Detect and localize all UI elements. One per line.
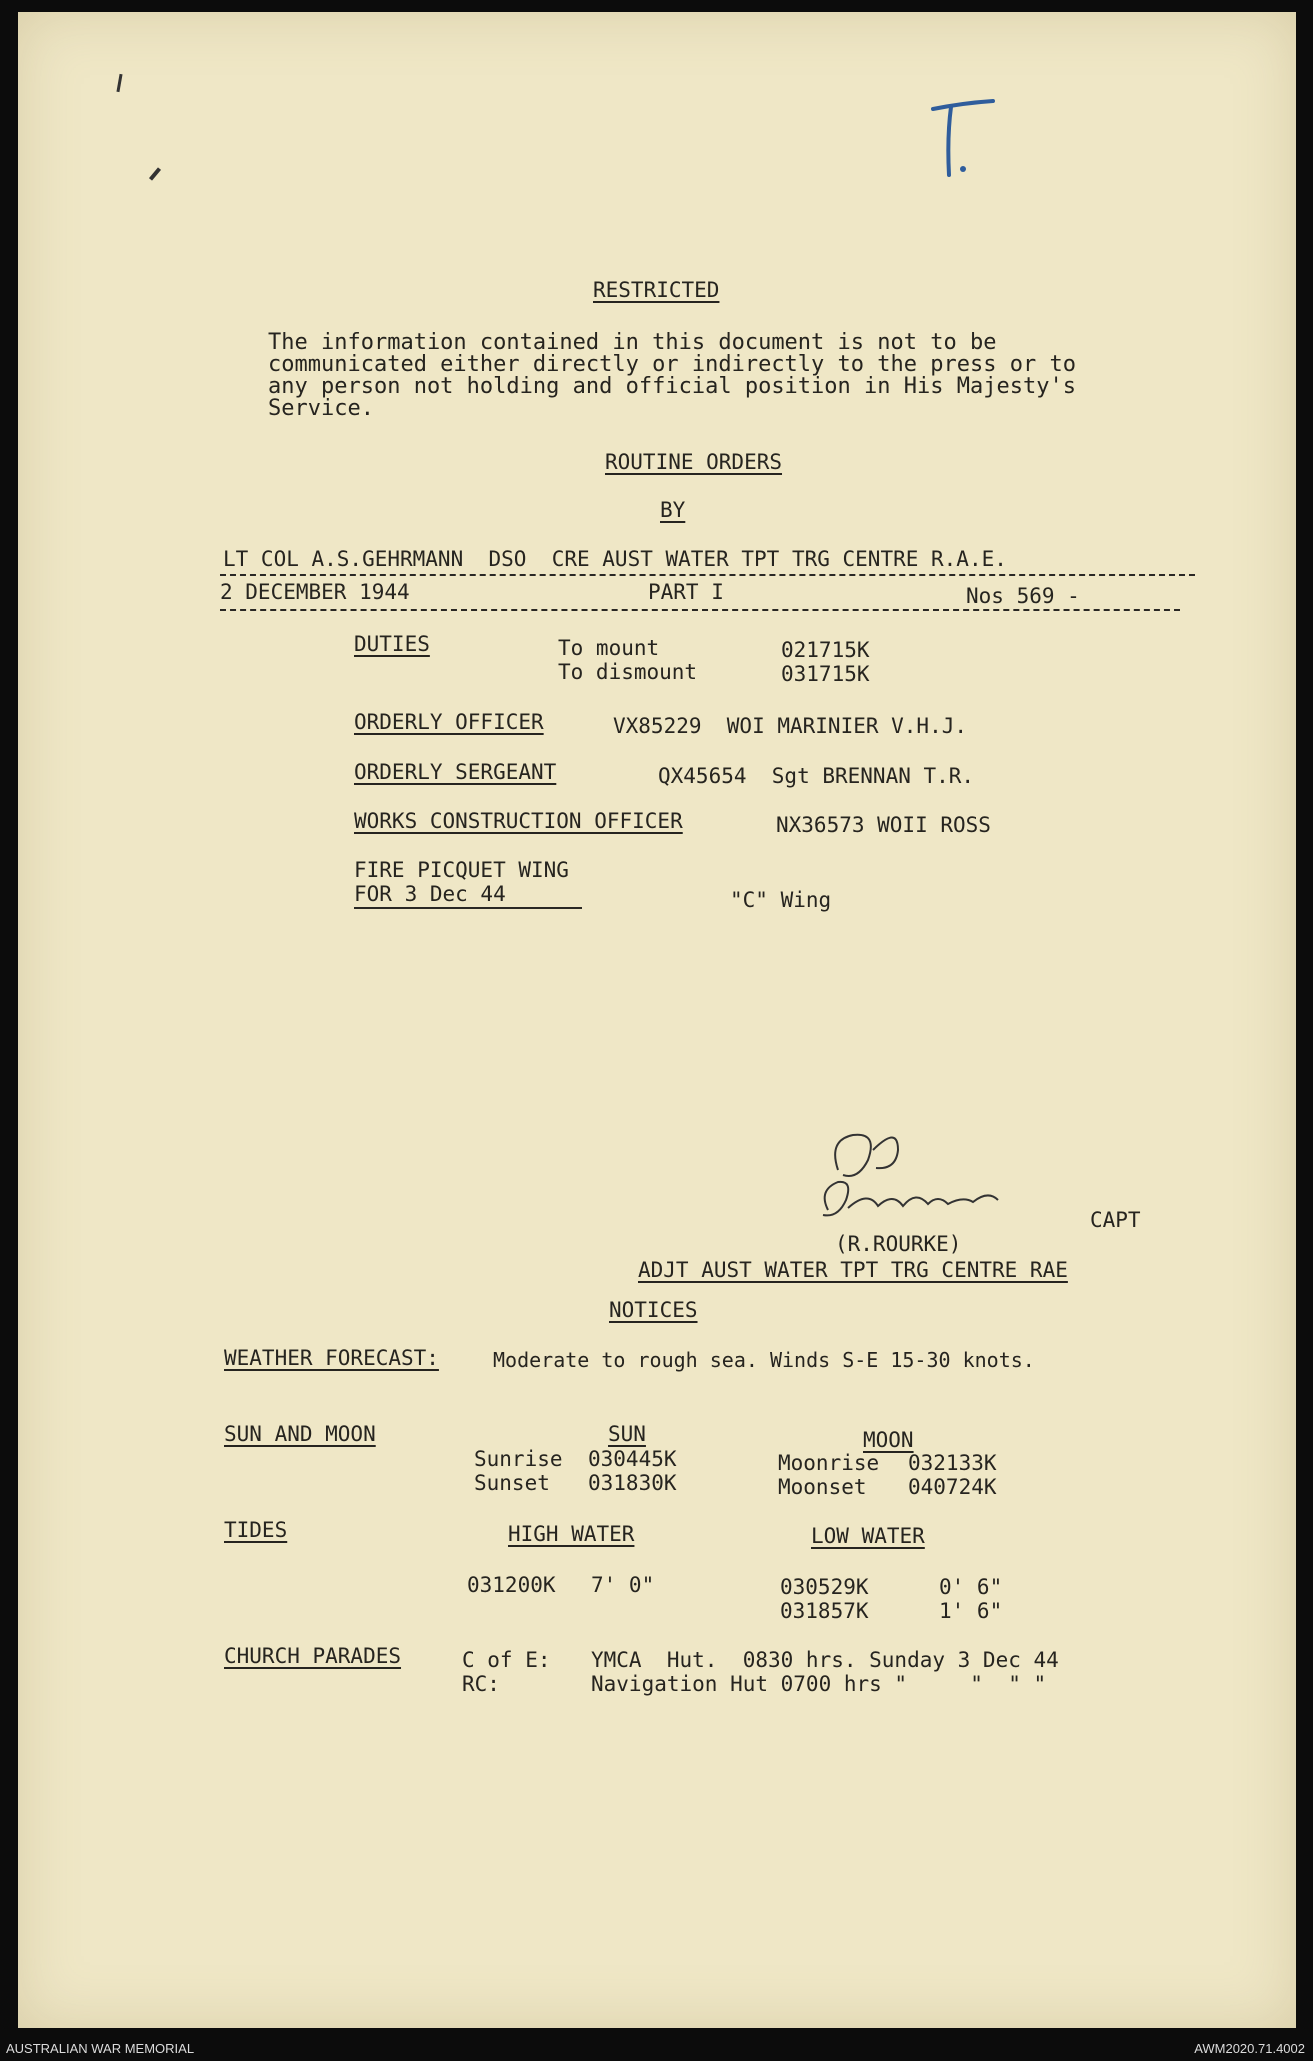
document-title: ROUTINE ORDERS	[605, 450, 783, 474]
moonrise-label: Moonrise	[778, 1451, 880, 1475]
signatory-rank: CAPT	[1090, 1208, 1141, 1232]
orderly-officer-value: VX85229 WOI MARINIER V.H.J.	[613, 714, 968, 738]
margin-mark	[149, 167, 161, 180]
divider	[354, 907, 582, 909]
dismount-label: To dismount	[558, 660, 698, 684]
order-numbers: Nos 569 -	[966, 584, 1080, 608]
weather-text: Moderate to rough sea. Winds S-E 15-30 knots.	[493, 1348, 1035, 1372]
moonset-time: 040724K	[908, 1475, 997, 1499]
mount-label: To mount	[558, 636, 660, 660]
duties-label: DUTIES	[354, 632, 430, 656]
tides-label: TIDES	[224, 1518, 288, 1542]
order-part: PART I	[648, 580, 724, 604]
sun-header: SUN	[608, 1422, 646, 1446]
moonset-label: Moonset	[778, 1475, 867, 1499]
mount-time: 021715K	[781, 638, 870, 662]
margin-mark	[116, 74, 122, 92]
document-page	[18, 12, 1296, 2028]
church-parades-label: CHURCH PARADES	[224, 1644, 402, 1668]
moonrise-time: 032133K	[908, 1451, 997, 1475]
divider	[220, 609, 1180, 611]
restricted-heading: RESTRICTED	[593, 278, 720, 302]
notices-heading: NOTICES	[609, 1298, 698, 1322]
orderly-sergeant-value: QX45654 Sgt BRENNAN T.R.	[658, 764, 975, 788]
signatory-appointment: ADJT AUST WATER TPT TRG CENTRE RAE	[638, 1258, 1068, 1282]
sunrise-label: Sunrise	[474, 1447, 563, 1471]
archive-footer	[0, 2033, 1313, 2061]
sun-moon-label: SUN AND MOON	[224, 1422, 376, 1446]
divider	[220, 574, 1195, 576]
notice-line: The information contained in this document is not to be	[268, 330, 997, 355]
dismount-time: 031715K	[781, 662, 870, 686]
by-line: BY	[660, 498, 686, 522]
moon-header: MOON	[863, 1428, 914, 1452]
fire-picquet-label: FIRE PICQUET WING	[354, 858, 569, 882]
signature-image	[798, 1120, 1028, 1230]
order-date: 2 DECEMBER 1944	[220, 580, 410, 604]
high-water-header: HIGH WATER	[508, 1522, 635, 1546]
cofe-label: C of E:	[462, 1648, 551, 1672]
works-officer-value: NX36573 WOII ROSS	[776, 813, 991, 837]
issuer-line: LT COL A.S.GEHRMANN DSO CRE AUST WATER TPT TRG CENTRE R.A.E.	[223, 547, 1007, 571]
low-water-height: 1' 6"	[939, 1599, 1003, 1623]
rc-label: RC:	[462, 1672, 500, 1696]
notice-line: Service.	[268, 396, 374, 421]
signatory-name: (R.ROURKE)	[835, 1232, 962, 1256]
sunset-time: 031830K	[588, 1471, 677, 1495]
fire-picquet-value: "C" Wing	[730, 888, 832, 912]
rc-text: Navigation Hut 0700 hrs " " " "	[591, 1672, 1047, 1696]
low-water-time: 031857K	[780, 1599, 869, 1623]
orderly-officer-label: ORDERLY OFFICER	[354, 710, 544, 734]
footer-reference: AWM2020.71.4002	[1194, 2041, 1305, 2056]
works-officer-label: WORKS CONSTRUCTION OFFICER	[354, 809, 683, 833]
low-water-header: LOW WATER	[811, 1524, 925, 1548]
high-water-time: 031200K	[467, 1573, 556, 1597]
sunset-label: Sunset	[474, 1471, 550, 1495]
sunrise-time: 030445K	[588, 1447, 677, 1471]
high-water-height: 7' 0"	[591, 1573, 655, 1597]
low-water-height: 0' 6"	[939, 1575, 1003, 1599]
cofe-text: YMCA Hut. 0830 hrs. Sunday 3 Dec 44	[591, 1648, 1059, 1672]
fire-picquet-date: FOR 3 Dec 44	[354, 882, 506, 906]
orderly-sergeant-label: ORDERLY SERGEANT	[354, 760, 557, 784]
notice-line: communicated either directly or indirectly to the press or to	[268, 352, 1076, 377]
handwritten-mark	[923, 97, 1033, 187]
weather-label: WEATHER FORECAST:	[224, 1346, 439, 1370]
footer-source: AUSTRALIAN WAR MEMORIAL	[6, 2041, 195, 2056]
low-water-time: 030529K	[780, 1575, 869, 1599]
notice-line: any person not holding and official position in His Majesty's	[268, 374, 1076, 399]
